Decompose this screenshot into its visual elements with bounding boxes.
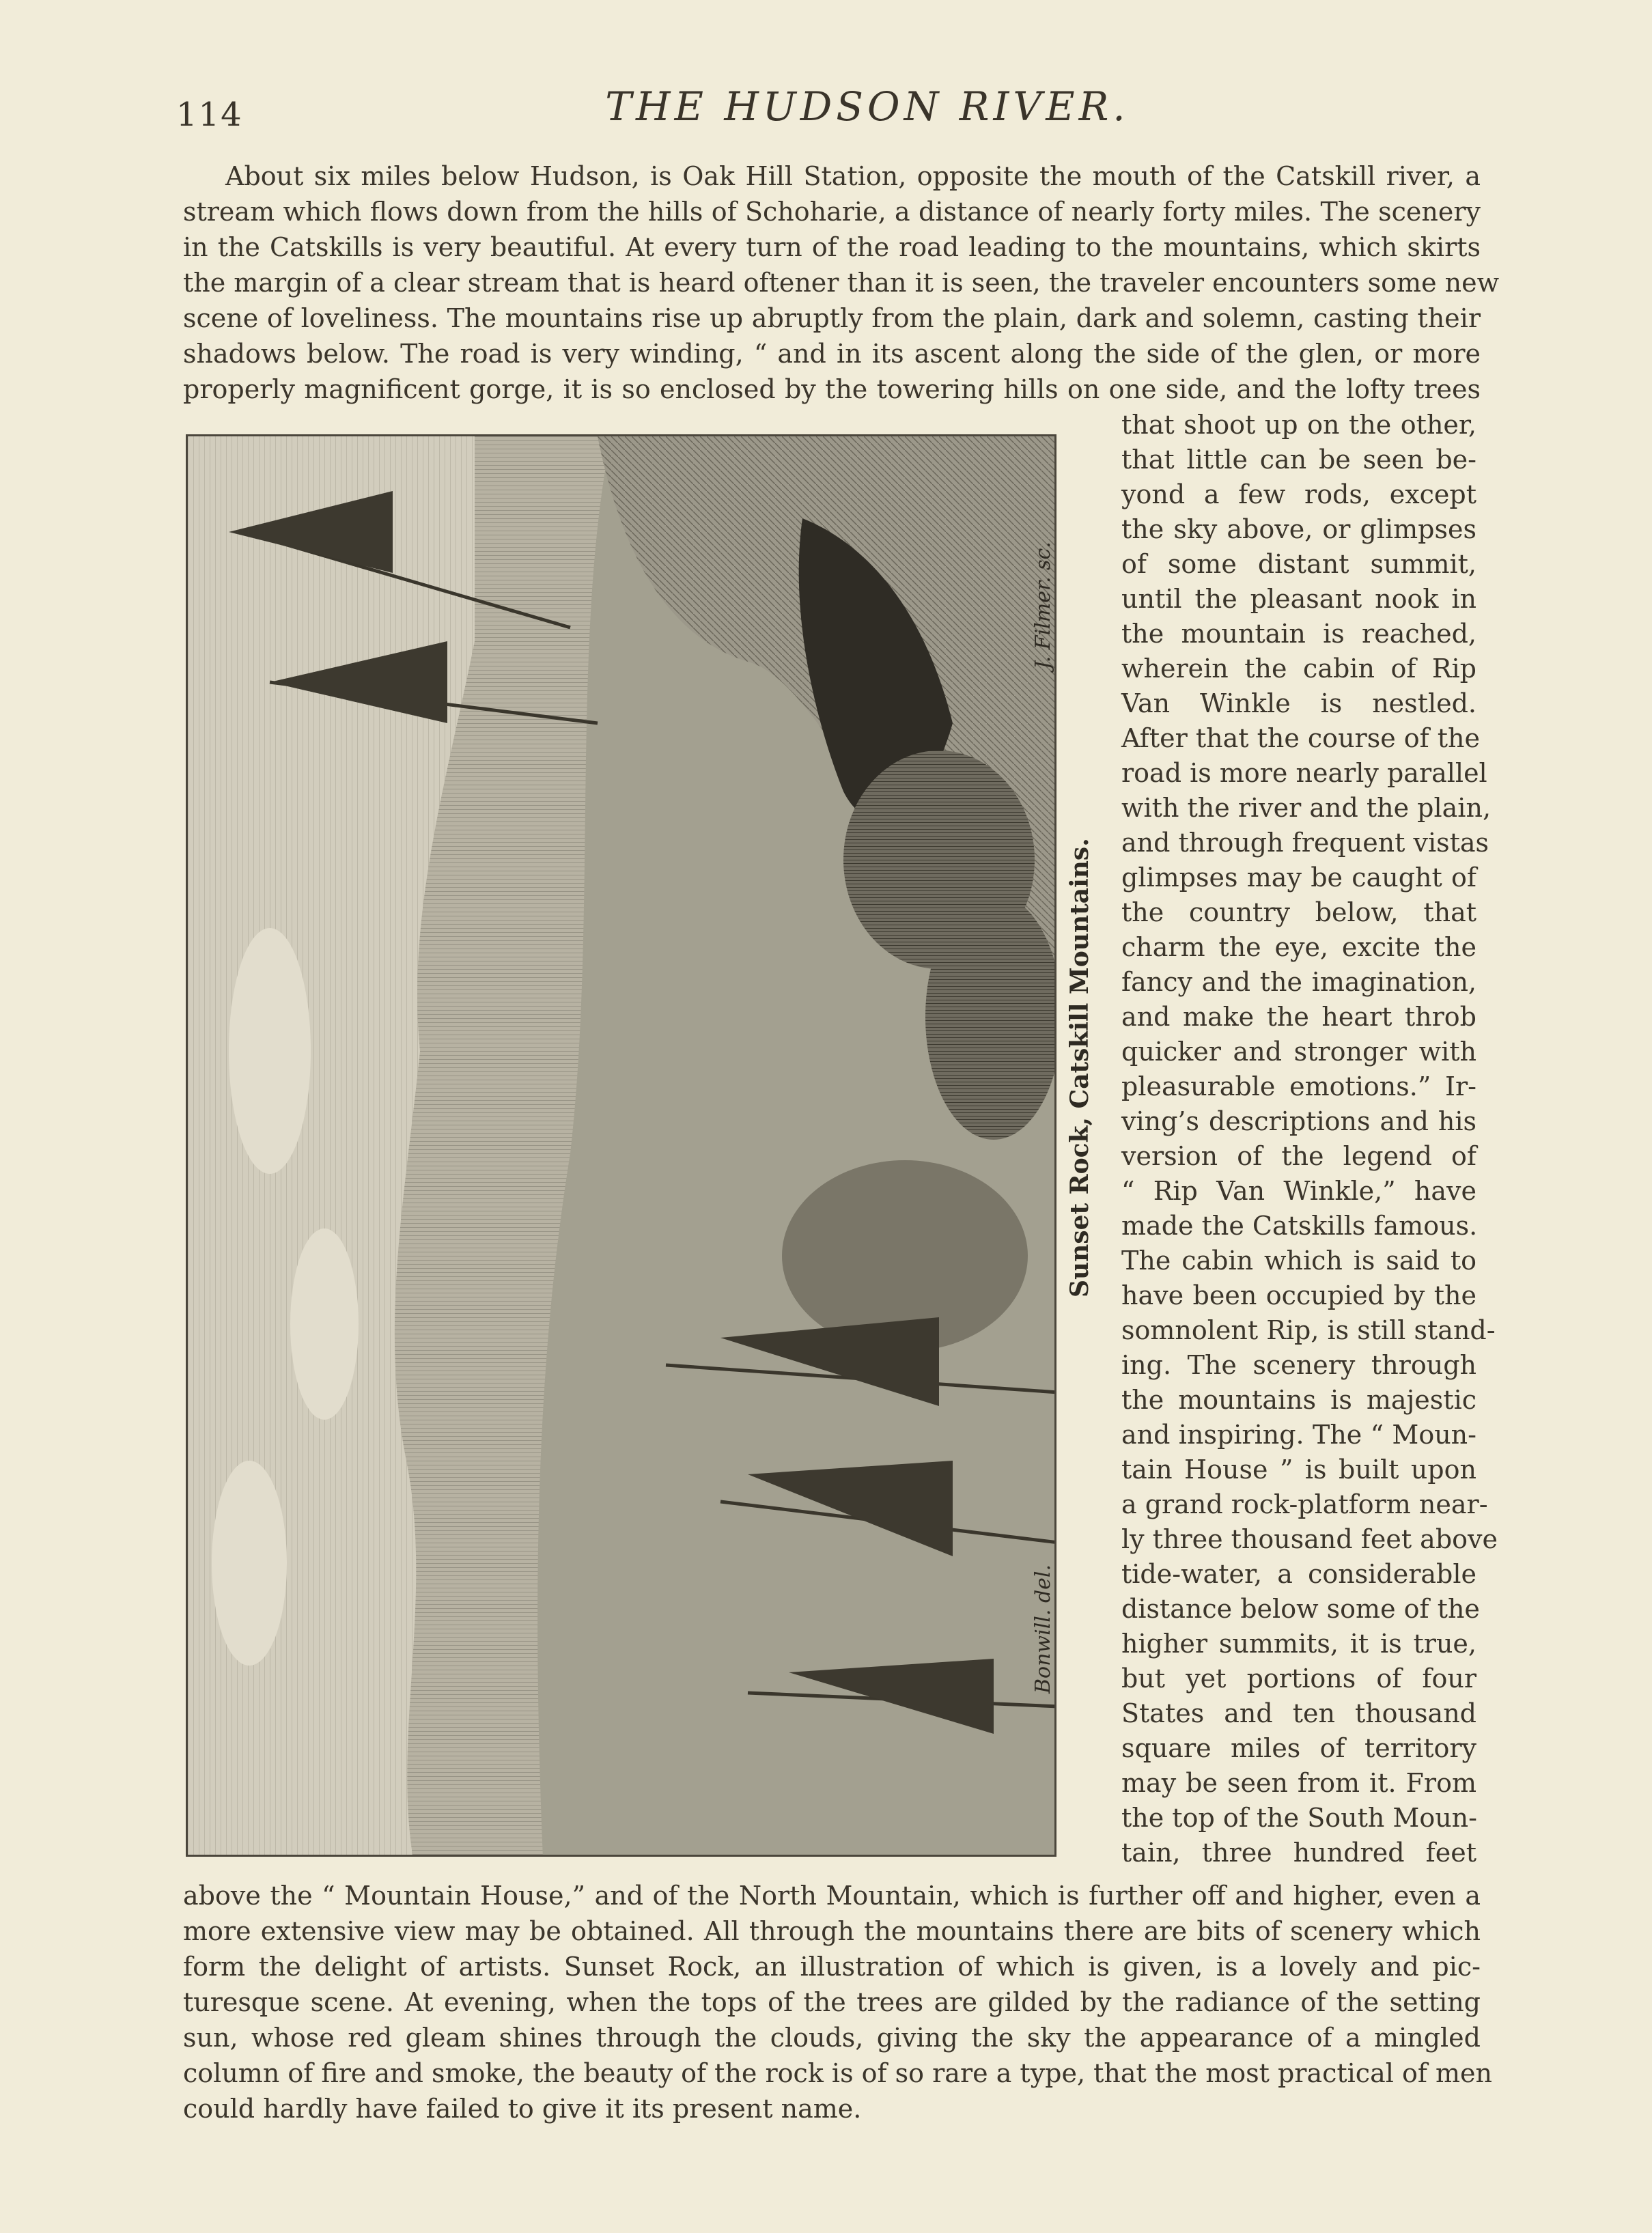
text-line: made the Catskills famous. [1121,1211,1478,1241]
text-line: that little can be seen be- [1121,445,1476,475]
text-line: States and ten thousand [1121,1698,1476,1728]
text-line: wherein the cabin of Rip [1121,654,1476,684]
text-line: the country below, that [1121,897,1476,927]
text-line: the top of the South Moun- [1121,1803,1477,1833]
text-line: stream which flows down from the hills of Schoharie, a distance of nearly forty miles. The scenery [183,197,1481,227]
text-line: column of fire and smoke, the beauty of the rock is of so rare a type, that the most practical of men [183,2058,1492,2088]
text-line: higher summits, it is true, [1121,1629,1476,1659]
text-line: of some distant summit, [1121,549,1476,579]
text-line: could hardly have failed to give it its present name. [183,2094,862,2124]
text-line: road is more nearly parallel [1121,758,1487,788]
text-line: The cabin which is said to [1121,1246,1476,1276]
text-line: square miles of territory [1121,1733,1476,1763]
text-line: version of the legend of [1121,1141,1476,1171]
text-line: fancy and the imagination, [1121,967,1476,997]
text-line: ly three thousand feet above [1121,1524,1498,1554]
text-line: turesque scene. At evening, when the tops of the trees are gilded by the radiance of the setting [183,1987,1481,2017]
text-line: quicker and stronger with [1121,1037,1476,1067]
text-line: ving’s descriptions and his [1121,1106,1476,1136]
text-line: but yet portions of four [1121,1663,1476,1694]
text-line: glimpses may be caught of [1121,862,1476,893]
text-line: pleasurable emotions.” Ir- [1121,1071,1476,1101]
text-line: “ Rip Van Winkle,” have [1121,1176,1476,1206]
text-line: and make the heart throb [1121,1002,1476,1032]
text-line: form the delight of artists. Sunset Rock, an illustration of which is given, is a lovely and pic- [183,1952,1481,1982]
engraving-drawing [188,436,1056,1857]
text-line: Van Winkle is nestled. [1121,688,1476,718]
text-line: a grand rock-platform near- [1121,1489,1488,1519]
text-line: After that the course of the [1121,723,1481,753]
text-line: ing. The scenery through [1121,1350,1476,1380]
text-line: have been occupied by the [1121,1280,1476,1310]
text-line: the sky above, or glimpses [1121,514,1476,544]
engraving-sunset-rock [186,434,1056,1857]
text-line: the mountains is majestic [1121,1385,1476,1415]
text-line: and inspiring. The “ Moun- [1121,1420,1476,1450]
running-title: THE HUDSON RIVER. [605,83,1130,130]
text-line: yond a few rods, except [1121,479,1476,509]
text-line: above the “ Mountain House,” and of the North Mountain, which is further off and higher, even a [183,1881,1481,1911]
text-line: tide-water, a considerable [1121,1559,1476,1589]
text-line: somnolent Rip, is still stand- [1121,1315,1496,1345]
text-line: more extensive view may be obtained. All through the mountains there are bits of scenery which [183,1916,1481,1946]
text-line: and through frequent vistas [1121,828,1489,858]
text-line: tain House ” is built upon [1121,1455,1476,1485]
text-line: until the pleasant nook in [1121,584,1476,614]
text-line: charm the eye, excite the [1121,932,1476,962]
text-line: shadows below. The road is very winding, “ and in its ascent along the side of the glen, or more [183,339,1481,369]
text-line: the mountain is reached, [1121,619,1476,649]
text-line: may be seen from it. From [1121,1768,1476,1798]
text-line: with the river and the plain, [1121,793,1492,823]
text-line: the margin of a clear stream that is heard oftener than it is seen, the traveler encounters some new [183,268,1500,298]
text-line: About six miles below Hudson, is Oak Hill Station, opposite the mouth of the Catskill river, a [225,161,1481,191]
engraver-signature: Bonwill. del. [1031,1564,1055,1694]
text-line: in the Catskills is very beautiful. At every turn of the road leading to the mountains, which skirts [183,232,1481,262]
text-line: properly magnificent gorge, it is so enclosed by the towering hills on one side, and the lofty trees [183,374,1481,404]
text-line: that shoot up on the other, [1121,410,1476,440]
text-line: tain, three hundred feet [1121,1838,1476,1868]
text-line: sun, whose red gleam shines through the clouds, giving the sky the appearance of a mingled [183,2023,1481,2053]
artist-signature: J. Filmer. sc. [1031,542,1055,669]
page-number: 114 [176,96,243,134]
illustration-caption: Sunset Rock, Catskill Mountains. [1065,838,1094,1297]
text-line: scene of loveliness. The mountains rise up abruptly from the plain, dark and solemn, casting their [183,303,1481,333]
text-line: distance below some of the [1121,1594,1480,1624]
